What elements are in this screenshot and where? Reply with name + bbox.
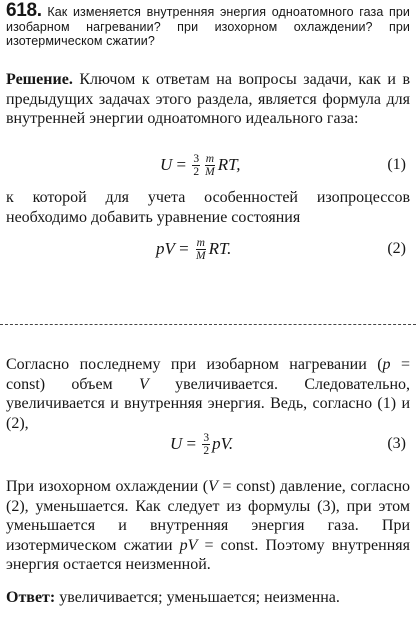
eq2-number: (2) — [387, 240, 406, 257]
equation-2 — [0, 232, 416, 266]
answer-block — [6, 588, 410, 608]
solution-intro — [6, 70, 410, 129]
solution-label: Решение. — [6, 71, 73, 88]
continuation-paragraph-3-block — [6, 355, 410, 433]
eq3-fraction-3-2: $\frac{3}{2}$ — [203, 431, 210, 457]
equation-1 — [0, 148, 416, 182]
eq3-sign: = — [182, 434, 201, 453]
problem-statement — [6, 0, 410, 49]
eq1-rhs: RT, — [217, 155, 241, 174]
eq2-fraction-m-M: $\frac{m}{M}$ — [195, 236, 206, 262]
continuation-paragraph-3: Согласно последнему при изобарном нагревании (p = const) объем V увеличивается. Следовательно, увеличивается и внутренняя энергия. Ведь, согласно (1) и (2), — [6, 356, 410, 432]
eq1-fraction-3-2: $\frac{3}{2}$ — [193, 152, 200, 178]
eq1-fraction-m-M: $\frac{m}{M}$ — [205, 152, 215, 178]
eq2-rhs: RT. — [208, 239, 232, 258]
solution-paragraph-2: к которой для учета особенностей изопроцессов необходимо добавить уравнение состояния — [6, 189, 410, 226]
solution-paragraph-1: Ключом к ответам на вопросы задачи, как и в предыдущих задачах этого раздела, является формула для внутренней энергии одноатомного идеального газа: — [6, 71, 411, 127]
problem-number: 618. — [6, 0, 42, 21]
answer-text: увеличивается; уменьшается; неизменна. — [55, 589, 340, 606]
eq3-lhs: U — [170, 434, 183, 453]
problem-text: Как изменяется внутренняя энергия одноатомного газа при изобарном нагревании? при изохорном охлаждении? при изотермическом сжатии? — [6, 5, 410, 48]
eq3-rhs: pV. — [212, 434, 234, 453]
solution-paragraph-2-block — [6, 188, 410, 227]
eq1-lhs: U — [160, 155, 173, 174]
answer-label: Ответ: — [6, 589, 56, 606]
eq2-sign: = — [174, 239, 193, 258]
dashed-divider — [0, 324, 416, 325]
eq2-lhs: pV — [156, 239, 175, 258]
continuation-paragraph-4: При изохорном охлаждении (V = const) давление, согласно (2), уменьшается. Как следует из формулы (3), при этом уменьшается и внутренняя энергия газа. При изотермическом сжатии pV = const. Поэтому внутренняя энергия остается неизменной. — [6, 478, 411, 573]
eq3-number: (3) — [387, 435, 406, 452]
eq1-sign: = — [172, 155, 191, 174]
continuation-paragraph-4-block — [6, 477, 410, 575]
equation-3 — [0, 427, 416, 461]
eq1-number: (1) — [387, 156, 406, 173]
